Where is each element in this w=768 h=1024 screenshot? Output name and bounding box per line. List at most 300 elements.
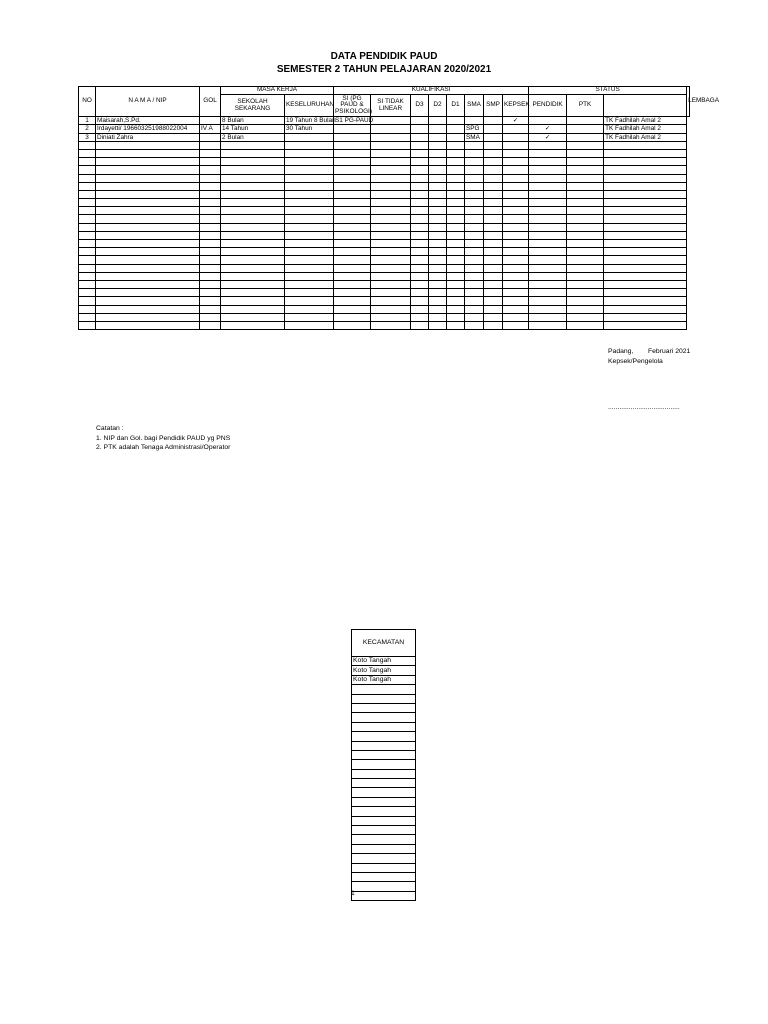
cell-sekolah (221, 231, 285, 239)
cell-keseluruhan (285, 207, 334, 215)
cell-d3 (411, 141, 429, 149)
cell-d1 (447, 280, 465, 288)
cell-smp (484, 272, 503, 280)
cell-nama (96, 289, 200, 297)
cell-d2 (429, 141, 447, 149)
cell-d3 (411, 223, 429, 231)
cell-smp (484, 289, 503, 297)
cell-keseluruhan (285, 215, 334, 223)
kecamatan-row (352, 685, 416, 694)
header-pendidik: PENDIDIK (529, 95, 567, 117)
cell-ptk (567, 305, 604, 313)
kecamatan-row (352, 882, 416, 891)
cell-nama (96, 305, 200, 313)
cell-kepsek (503, 207, 529, 215)
cell-kepsek (503, 174, 529, 182)
cell-d3 (411, 272, 429, 280)
cell-d1 (447, 133, 465, 141)
table-row (79, 215, 690, 223)
cell-smp (484, 158, 503, 166)
cell-s1pg (334, 264, 371, 272)
cell-gol (200, 166, 221, 174)
cell-s1tl (371, 305, 411, 313)
table-row (79, 141, 690, 149)
cell-no (79, 240, 96, 248)
cell-sekolah (221, 313, 285, 321)
cell-ptk (567, 207, 604, 215)
cell-nama (96, 223, 200, 231)
cell-s1tl (371, 174, 411, 182)
cell-s1tl (371, 158, 411, 166)
cell-pendidik (529, 215, 567, 223)
kecamatan-cell (352, 750, 416, 759)
kecamatan-cell (352, 769, 416, 778)
title-line-2: SEMESTER 2 TAHUN PELAJARAN 2020/2021 (276, 64, 492, 75)
cell-s1tl (371, 215, 411, 223)
header-gol: GOL (200, 87, 221, 117)
cell-ptk (567, 256, 604, 264)
cell-gol (200, 321, 221, 329)
cell-nama (96, 174, 200, 182)
cell-kepsek (503, 280, 529, 288)
kecamatan-cell (352, 882, 416, 891)
cell-ptk (567, 141, 604, 149)
cell-s1pg (334, 280, 371, 288)
cell-s1tl (371, 117, 411, 125)
cell-lembaga (604, 305, 687, 313)
table-row (79, 313, 690, 321)
cell-sma (465, 240, 484, 248)
cell-d2 (429, 158, 447, 166)
cell-no (79, 305, 96, 313)
cell-kepsek: ✓ (503, 117, 529, 125)
cell-gol (200, 272, 221, 280)
cell-no: 1 (79, 117, 96, 125)
cell-d2 (429, 215, 447, 223)
cell-sma: SPG (465, 125, 484, 133)
cell-no: 2 (79, 125, 96, 133)
cell-lembaga (604, 174, 687, 182)
cell-s1pg (334, 223, 371, 231)
cell-d2 (429, 133, 447, 141)
cell-sma (465, 207, 484, 215)
cell-ptk (567, 272, 604, 280)
cell-pendidik (529, 272, 567, 280)
cell-pendidik (529, 117, 567, 125)
cell-smp (484, 166, 503, 174)
kecamatan-cell (352, 694, 416, 703)
kecamatan-cell (352, 863, 416, 872)
cell-s1pg (334, 182, 371, 190)
cell-no (79, 280, 96, 288)
cell-smp (484, 264, 503, 272)
cell-s1pg (334, 199, 371, 207)
cell-sma (465, 272, 484, 280)
cell-sekolah (221, 264, 285, 272)
table-row (79, 321, 690, 329)
cell-nama (96, 256, 200, 264)
table-row (79, 125, 690, 133)
cell-sma (465, 223, 484, 231)
cell-d3 (411, 305, 429, 313)
cell-keseluruhan (285, 264, 334, 272)
cell-d2 (429, 240, 447, 248)
cell-gol (200, 280, 221, 288)
header-no: NO (79, 87, 96, 117)
cell-d1 (447, 272, 465, 280)
cell-gol (200, 313, 221, 321)
cell-keseluruhan (285, 133, 334, 141)
cell-smp (484, 141, 503, 149)
cell-d1 (447, 158, 465, 166)
cell-d1 (447, 174, 465, 182)
cell-d1 (447, 199, 465, 207)
kecamatan-row (352, 694, 416, 703)
cell-s1pg (334, 149, 371, 157)
cell-d3 (411, 321, 429, 329)
cell-kepsek (503, 190, 529, 198)
cell-gol (200, 141, 221, 149)
header-d2: D2 (429, 95, 447, 117)
cell-ptk (567, 117, 604, 125)
cell-d2 (429, 256, 447, 264)
cell-lembaga: TK Fadhilah Amal 2 (604, 133, 687, 141)
cell-pendidik (529, 313, 567, 321)
cell-lembaga (604, 158, 687, 166)
cell-lembaga (604, 182, 687, 190)
cell-s1pg (334, 190, 371, 198)
header-status: STATUS (529, 87, 687, 95)
cell-pendidik (529, 240, 567, 248)
cell-d2 (429, 190, 447, 198)
cell-sekolah: 14 Tahun (221, 125, 285, 133)
cell-lembaga (604, 190, 687, 198)
cell-sma (465, 289, 484, 297)
cell-pendidik (529, 223, 567, 231)
cell-s1tl (371, 272, 411, 280)
cell-lembaga (604, 297, 687, 305)
cell-kepsek (503, 305, 529, 313)
cell-d1 (447, 264, 465, 272)
cell-sekolah (221, 141, 285, 149)
cell-sma (465, 141, 484, 149)
cell-nama (96, 199, 200, 207)
cell-ptk (567, 280, 604, 288)
cell-d2 (429, 117, 447, 125)
cell-pendidik (529, 297, 567, 305)
cell-lembaga (604, 256, 687, 264)
cell-s1pg (334, 215, 371, 223)
cell-pendidik (529, 141, 567, 149)
cell-d3 (411, 289, 429, 297)
cell-sma (465, 174, 484, 182)
cell-gol (200, 297, 221, 305)
cell-kepsek (503, 231, 529, 239)
cell-sekolah (221, 240, 285, 248)
table-row (79, 280, 690, 288)
cell-keseluruhan (285, 231, 334, 239)
cell-s1pg (334, 174, 371, 182)
cell-s1pg (334, 240, 371, 248)
cell-sekolah (221, 256, 285, 264)
cell-no (79, 141, 96, 149)
cell-keseluruhan (285, 199, 334, 207)
cell-nama (96, 272, 200, 280)
cell-d3 (411, 280, 429, 288)
cell-smp (484, 190, 503, 198)
cell-no (79, 297, 96, 305)
cell-lembaga (604, 231, 687, 239)
table-row (79, 199, 690, 207)
cell-sma (465, 149, 484, 157)
cell-smp (484, 199, 503, 207)
cell-gol (200, 149, 221, 157)
cell-lembaga (604, 207, 687, 215)
cell-s1pg (334, 272, 371, 280)
kecamatan-cell (352, 844, 416, 853)
table-row (79, 174, 690, 182)
cell-smp (484, 133, 503, 141)
cell-sma (465, 166, 484, 174)
cell-kepsek (503, 297, 529, 305)
cell-sekolah (221, 158, 285, 166)
cell-gol (200, 117, 221, 125)
cell-d3 (411, 125, 429, 133)
cell-d3 (411, 256, 429, 264)
header-smp: SMP (484, 95, 503, 117)
title-line-1: DATA PENDIDIK PAUD (330, 51, 438, 62)
cell-pendidik (529, 149, 567, 157)
kecamatan-table (351, 629, 416, 901)
table-row (79, 158, 690, 166)
cell-ptk (567, 248, 604, 256)
cell-pendidik: ✓ (529, 125, 567, 133)
cell-d3 (411, 264, 429, 272)
cell-nama (96, 207, 200, 215)
cell-nama (96, 182, 200, 190)
cell-lembaga (604, 215, 687, 223)
cell-sekolah (221, 280, 285, 288)
cell-smp (484, 231, 503, 239)
cell-no (79, 264, 96, 272)
kecamatan-row (352, 854, 416, 863)
cell-ptk (567, 199, 604, 207)
cell-gol (200, 256, 221, 264)
cell-sma (465, 215, 484, 223)
cell-sma (465, 305, 484, 313)
cell-ptk (567, 125, 604, 133)
kecamatan-cell (352, 760, 416, 769)
cell-smp (484, 117, 503, 125)
cell-no: 3 (79, 133, 96, 141)
cell-s1pg (334, 231, 371, 239)
cell-keseluruhan (285, 141, 334, 149)
cell-smp (484, 256, 503, 264)
cell-s1pg (334, 166, 371, 174)
cell-sma (465, 264, 484, 272)
cell-no (79, 215, 96, 223)
cell-pendidik (529, 248, 567, 256)
cell-no (79, 272, 96, 280)
cell-d1 (447, 231, 465, 239)
table-row (79, 289, 690, 297)
cell-d3 (411, 240, 429, 248)
cell-smp (484, 313, 503, 321)
cell-kepsek (503, 158, 529, 166)
cell-d2 (429, 207, 447, 215)
cell-nama (96, 321, 200, 329)
cell-s1tl (371, 256, 411, 264)
table-row (79, 256, 690, 264)
cell-kepsek (503, 272, 529, 280)
cell-pendidik (529, 280, 567, 288)
cell-s1tl (371, 190, 411, 198)
cell-keseluruhan (285, 305, 334, 313)
page-number: 1 (351, 890, 355, 897)
cell-sma (465, 182, 484, 190)
table-row (79, 248, 690, 256)
cell-sma (465, 231, 484, 239)
cell-pendidik (529, 289, 567, 297)
cell-d3 (411, 166, 429, 174)
cell-smp (484, 240, 503, 248)
cell-gol (200, 305, 221, 313)
cell-d3 (411, 190, 429, 198)
cell-keseluruhan (285, 248, 334, 256)
cell-ptk (567, 215, 604, 223)
table-row (79, 117, 690, 125)
cell-nama (96, 264, 200, 272)
cell-gol (200, 207, 221, 215)
cell-gol (200, 190, 221, 198)
cell-s1pg (334, 125, 371, 133)
header-s1-pg-paud: SI (PG PAUD & PSIKOLOGI) (335, 94, 372, 115)
cell-no (79, 190, 96, 198)
cell-sekolah: 8 Bulan (221, 117, 285, 125)
cell-d2 (429, 231, 447, 239)
cell-s1pg (334, 248, 371, 256)
cell-kepsek (503, 264, 529, 272)
cell-keseluruhan (285, 166, 334, 174)
cell-d2 (429, 174, 447, 182)
header-keseluruhan: KESELURUHAN (285, 95, 334, 117)
kecamatan-cell (352, 779, 416, 788)
cell-no (79, 182, 96, 190)
cell-gol (200, 133, 221, 141)
cell-s1tl (371, 264, 411, 272)
cell-pendidik (529, 321, 567, 329)
cell-s1pg: S1 PG-PAUD (335, 117, 374, 125)
cell-s1tl (371, 297, 411, 305)
cell-d2 (429, 313, 447, 321)
table-row (79, 272, 690, 280)
cell-d1 (447, 149, 465, 157)
cell-pendidik: ✓ (529, 133, 567, 141)
kecamatan-row (352, 657, 416, 666)
kecamatan-row (352, 760, 416, 769)
cell-pendidik (529, 231, 567, 239)
cell-pendidik (529, 158, 567, 166)
cell-d2 (429, 182, 447, 190)
cell-sekolah (221, 199, 285, 207)
header-nama: N A M A / NIP (96, 87, 200, 117)
cell-d1 (447, 182, 465, 190)
table-row (79, 207, 690, 215)
kecamatan-cell: Koto Tangah (352, 666, 416, 675)
cell-sekolah (221, 166, 285, 174)
cell-pendidik (529, 207, 567, 215)
cell-keseluruhan (285, 280, 334, 288)
kecamatan-row (352, 844, 416, 853)
table-row (79, 190, 690, 198)
cell-sekolah (221, 272, 285, 280)
cell-d2 (429, 248, 447, 256)
cell-sekolah (221, 174, 285, 182)
cell-nama (96, 297, 200, 305)
cell-sekolah: 2 Bulan (221, 133, 285, 141)
cell-nama (96, 313, 200, 321)
cell-kepsek (503, 256, 529, 264)
cell-s1pg (334, 256, 371, 264)
cell-ptk (567, 289, 604, 297)
cell-s1pg (334, 313, 371, 321)
cell-no (79, 248, 96, 256)
cell-pendidik (529, 166, 567, 174)
kecamatan-row (352, 835, 416, 844)
cell-sma (465, 199, 484, 207)
cell-no (79, 313, 96, 321)
cell-lembaga (604, 166, 687, 174)
kecamatan-row (352, 703, 416, 712)
cell-ptk (567, 133, 604, 141)
cell-sma: SMA (465, 133, 484, 141)
cell-keseluruhan (285, 256, 334, 264)
kecamatan-row (352, 741, 416, 750)
kecamatan-cell (352, 732, 416, 741)
cell-d2 (429, 280, 447, 288)
cell-smp (484, 305, 503, 313)
cell-s1tl (371, 141, 411, 149)
cell-ptk (567, 149, 604, 157)
cell-d1 (447, 117, 465, 125)
cell-d2 (429, 199, 447, 207)
cell-sma (465, 190, 484, 198)
cell-kepsek (503, 182, 529, 190)
cell-gol (200, 231, 221, 239)
table-row (79, 297, 690, 305)
cell-s1tl (371, 125, 411, 133)
kecamatan-row (352, 826, 416, 835)
cell-sekolah (221, 149, 285, 157)
table-row (79, 231, 690, 239)
cell-no (79, 231, 96, 239)
cell-nama (96, 149, 200, 157)
kecamatan-row (352, 797, 416, 806)
cell-d3 (411, 199, 429, 207)
kecamatan-row (352, 666, 416, 675)
kecamatan-cell (352, 807, 416, 816)
cell-no (79, 174, 96, 182)
table-row (79, 166, 690, 174)
cell-lembaga (604, 149, 687, 157)
header-d3: D3 (411, 95, 429, 117)
cell-sma (465, 117, 484, 125)
cell-sma (465, 321, 484, 329)
cell-pendidik (529, 264, 567, 272)
signature-place: Padang, (608, 348, 634, 355)
cell-pendidik (529, 305, 567, 313)
kecamatan-cell (352, 854, 416, 863)
